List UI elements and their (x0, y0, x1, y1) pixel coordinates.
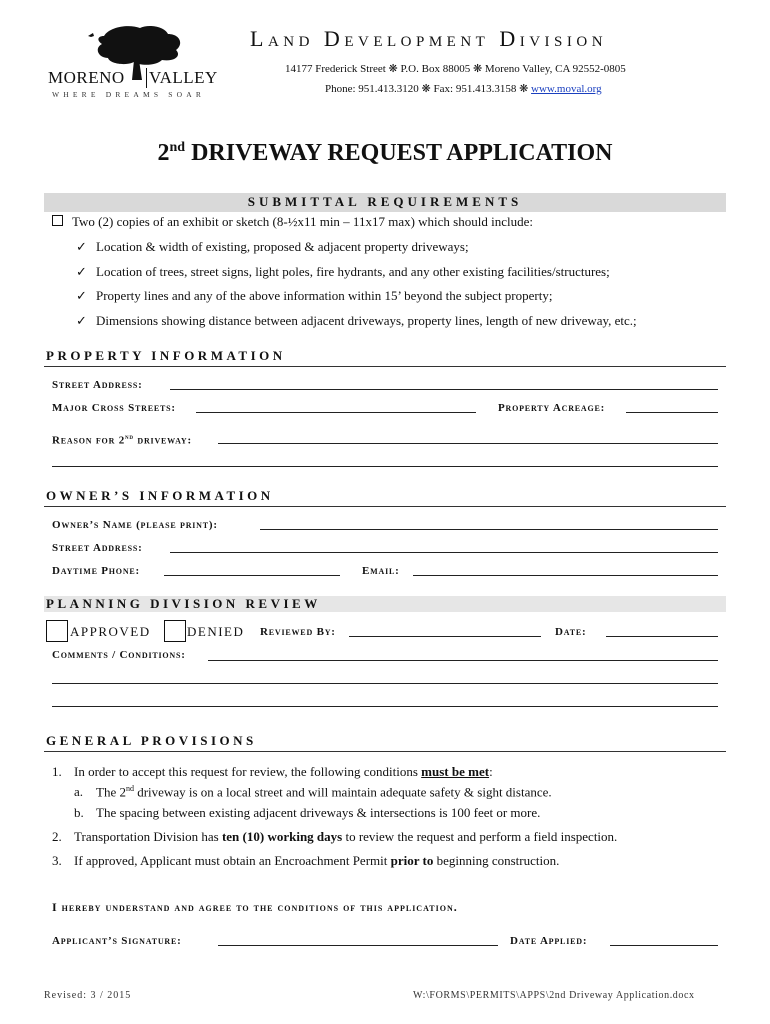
date-applied-label: Date Applied: (510, 935, 588, 947)
provision-1 (52, 764, 493, 780)
denied-checkbox[interactable] (164, 620, 186, 642)
owner-name-label: Owner’s Name (please print): (52, 519, 218, 531)
website-link[interactable]: www.moval.org (531, 83, 602, 95)
owner-rule (44, 506, 726, 507)
check-icon: ✓ (76, 239, 87, 254)
provisions-rule (44, 751, 726, 752)
review-date-label: Date: (555, 626, 587, 638)
title-text: DRIVEWAY REQUEST APPLICATION (185, 140, 613, 166)
logo-tagline: WHERE DREAMS SOAR (52, 90, 206, 99)
division-phone (325, 82, 602, 95)
provision-2-bold: ten (10) working days (221, 829, 343, 844)
provisions-heading: GENERAL PROVISIONS (46, 733, 257, 748)
property-rule (44, 366, 726, 367)
agreement-statement: I hereby understand and agree to the conditions of this application. (52, 900, 458, 914)
property-street-input[interactable] (170, 376, 718, 390)
property-heading: PROPERTY INFORMATION (46, 348, 286, 363)
comments-input[interactable] (208, 647, 718, 661)
comments-label: Comments / Conditions: (52, 649, 186, 661)
approved-label: APPROVED (70, 624, 151, 639)
submittal-check-2 (76, 264, 610, 280)
provision-2-suffix: to review the request and perform a field inspection. (342, 829, 618, 844)
provision-1a-text: The 2 (96, 784, 126, 800)
footer-file-path: W:\FORMS\PERMITS\APPS\2nd Driveway Application.docx (413, 990, 695, 1001)
submittal-check-3 (76, 288, 552, 304)
cross-streets-input[interactable] (196, 399, 476, 413)
comments-input-line-3[interactable] (52, 693, 718, 707)
city-logo (48, 22, 220, 102)
provision-2-number: 2. (52, 829, 62, 844)
submittal-heading: SUBMITTAL REQUIREMENTS (247, 194, 523, 209)
approved-checkbox[interactable] (46, 620, 68, 642)
daytime-phone-label: Daytime Phone: (52, 565, 140, 577)
owner-street-label: Street Address: (52, 542, 143, 554)
planning-heading: PLANNING DIVISION REVIEW (46, 596, 321, 611)
provision-1b (74, 805, 540, 821)
provision-1a (74, 784, 552, 800)
footer-revised: Revised: 3 / 2015 (44, 990, 132, 1001)
check-icon: ✓ (76, 264, 87, 279)
denied-label: DENIED (187, 624, 245, 639)
provision-1-number: 1. (52, 764, 62, 779)
submittal-main-item (52, 214, 533, 230)
logo-text-valley: VALLEY (149, 68, 218, 87)
provision-1a-letter: a. (74, 784, 84, 800)
submittal-main-text: Two (2) copies of an exhibit or sketch (8-½x11 min – 11x17 max) which should include: (72, 214, 533, 229)
date-applied-input[interactable] (610, 932, 718, 946)
provision-1a-sup: nd (125, 784, 134, 793)
submittal-check-text: Location & width of existing, proposed & adjacent property driveways; (96, 239, 469, 254)
reason-suffix: driveway: (133, 434, 192, 447)
provision-1-bold: must be met (421, 764, 490, 779)
reason-prefix: Reason for 2 (52, 434, 125, 447)
provision-1b-text: The spacing between existing adjacent driveways & intersections is 100 feet or more. (96, 805, 541, 820)
reason-sup: nd (125, 433, 134, 441)
property-street-label: Street Address: (52, 379, 143, 391)
email-input[interactable] (413, 562, 718, 576)
submittal-check-text: Location of trees, street signs, light poles, fire hydrants, and any other existing facilities/structures; (96, 264, 610, 279)
daytime-phone-input[interactable] (164, 562, 340, 576)
owner-name-input[interactable] (260, 516, 718, 530)
submittal-check-1 (76, 239, 469, 255)
division-address: 14177 Frederick Street ❋ P.O. Box 88005 ❋ Moreno Valley, CA 92552-0805 (285, 63, 626, 75)
reviewed-by-input[interactable] (349, 623, 541, 637)
provision-2-text: Transportation Division has (74, 829, 222, 844)
reason-input-line-2[interactable] (52, 453, 718, 467)
provision-3-suffix: beginning construction. (433, 853, 560, 868)
provision-3-number: 3. (52, 853, 62, 868)
page-title (0, 140, 770, 167)
comments-input-line-2[interactable] (52, 670, 718, 684)
check-icon: ✓ (76, 288, 87, 303)
submittal-check-text: Dimensions showing distance between adjacent driveways, property lines, length of new driveway, etc.; (96, 313, 637, 328)
owner-heading: OWNER’S INFORMATION (46, 488, 274, 503)
submittal-check-text: Property lines and any of the above information within 15’ beyond the subject property; (96, 288, 553, 303)
signature-label: Applicant’s Signature: (52, 935, 182, 947)
check-icon: ✓ (76, 313, 87, 328)
provision-1-suffix: : (489, 764, 493, 779)
provision-3 (52, 853, 559, 869)
phone-fax-text: Phone: 951.413.3120 ❋ Fax: 951.413.3158 ❋ (325, 83, 532, 95)
provision-1b-letter: b. (74, 805, 84, 820)
provision-1a-suffix: driveway is on a local street and will maintain adequate safety & sight distance. (133, 784, 552, 800)
acreage-label: Property Acreage: (498, 402, 606, 414)
checkbox-exhibit[interactable] (52, 215, 63, 226)
email-label: Email: (362, 565, 400, 577)
reviewed-by-label: Reviewed By: (260, 626, 336, 638)
reason-label (52, 433, 192, 447)
acreage-input[interactable] (626, 399, 718, 413)
logo-text-moreno: MORENO (48, 68, 125, 87)
division-title: Land Development Division (250, 26, 608, 51)
cross-streets-label: Major Cross Streets: (52, 402, 176, 414)
title-sup: nd (169, 140, 186, 155)
submittal-check-4 (76, 313, 637, 329)
reason-input[interactable] (218, 430, 718, 444)
provision-3-text: If approved, Applicant must obtain an Encroachment Permit (74, 853, 391, 868)
provision-1-text: In order to accept this request for review, the following conditions (74, 764, 422, 779)
provision-3-bold: prior to (390, 853, 434, 868)
review-date-input[interactable] (606, 623, 718, 637)
signature-input[interactable] (218, 932, 498, 946)
provision-2 (52, 829, 617, 845)
title-num: 2 (157, 140, 170, 166)
owner-street-input[interactable] (170, 539, 718, 553)
